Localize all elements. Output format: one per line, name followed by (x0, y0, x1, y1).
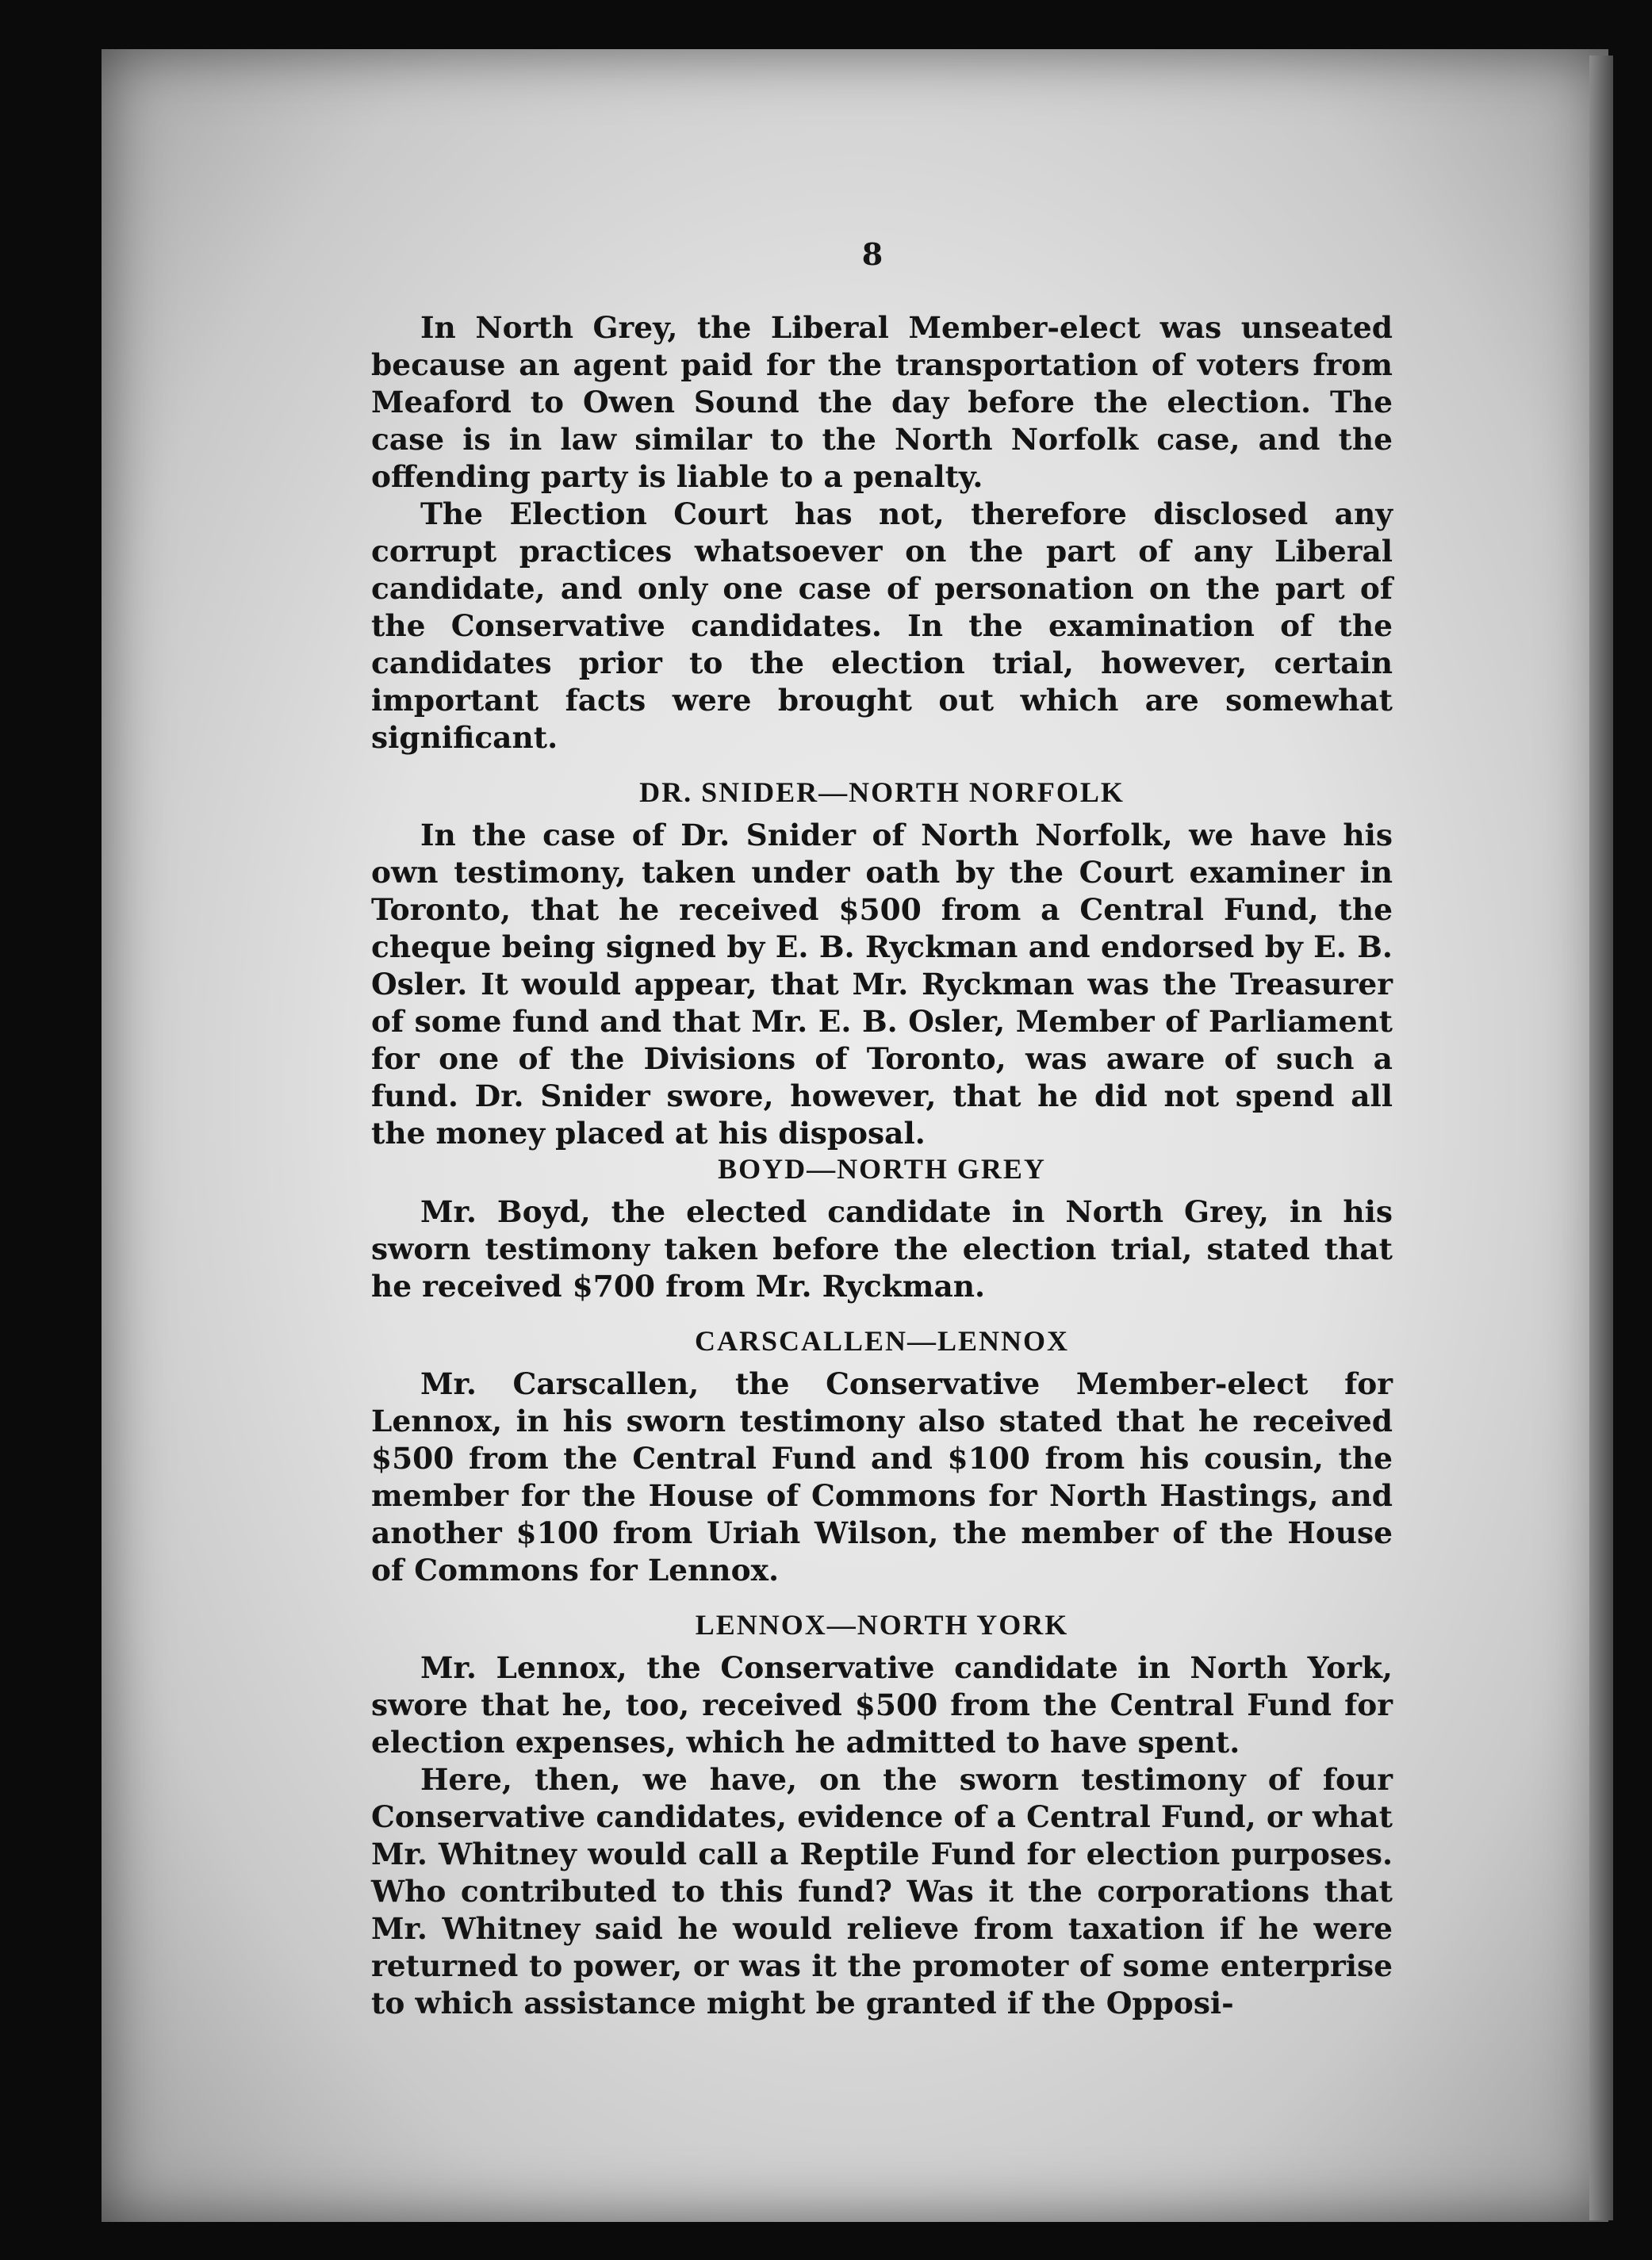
paragraph-election-court: The Election Court has not, therefore disclosed any corrupt practices whatsoever on the part of any Liberal candidate, and only one case of personation on the part of the Conservative candidates. In the examination of the candidates prior to the election trial, however, certain important facts were brought out which are somewhat significant. (371, 496, 1393, 755)
heading-snider-north-norfolk: DR. SNIDER—NORTH NORFOLK (639, 776, 1125, 808)
paragraph-carscallen: Mr. Carscallen, the Conservative Member-elect for Lennox, in his sworn testimony also stated that he received $500 from the Central Fund and $100 from his cousin, the member for the House of Commons for North Hastings, and another $100 from Uriah Wilson, the member of the House of Commons for Lennox. (371, 1366, 1393, 1588)
heading-lennox-north-york: LENNOX—NORTH YORK (695, 1609, 1069, 1641)
paragraph-central-fund: Here, then, we have, on the sworn testimony of four Conservative candidates, evidence of a Central Fund, or what Mr. Whitney would call a Reptile Fund for election purposes. Who contributed to this fund? Was it the corporations that Mr. Whitney said he would relieve from taxation if he were returned to power, or was it the promoter of some enterprise to which assistance might be granted if the Opposi- (371, 1762, 1393, 2021)
page-number: 8 (861, 236, 883, 272)
paragraph-north-grey-unseated: In North Grey, the Liberal Member-elect was unseated because an agent paid for the transportation of voters from Meaford to Owen Sound the day before the election. The case is in law similar to the North Norfolk case, and the offending party is liable to a penalty. (371, 310, 1393, 494)
page-text (371, 309, 1393, 2022)
page-edge (1589, 56, 1613, 2220)
paragraph-boyd: Mr. Boyd, the elected candidate in North Grey, in his sworn testimony taken before the election trial, stated that he received $700 from Mr. Ryckman. (371, 1194, 1393, 1304)
paragraph-snider: In the case of Dr. Snider of North Norfolk, we have his own testimony, taken under oath by the Court examiner in Toronto, that he received $500 from a Central Fund, the cheque being signed by E. B. Ryckman and endorsed by E. B. Osler. It would appear, that Mr. Ryckman was the Treasurer of some fund and that Mr. E. B. Osler, Member of Parliament for one of the Divisions of Toronto, was aware of such a fund. Dr. Snider swore, however, that he did not spend all the money placed at his disposal. (371, 818, 1393, 1151)
heading-boyd-north-grey: BOYD—NORTH GREY (718, 1153, 1046, 1185)
heading-carscallen-lennox: CARSCALLEN—LENNOX (694, 1325, 1070, 1357)
paragraph-lennox: Mr. Lennox, the Conservative candidate in North York, swore that he, too, received $500 from the Central Fund for election expenses, which he admitted to have spent. (371, 1650, 1393, 1760)
